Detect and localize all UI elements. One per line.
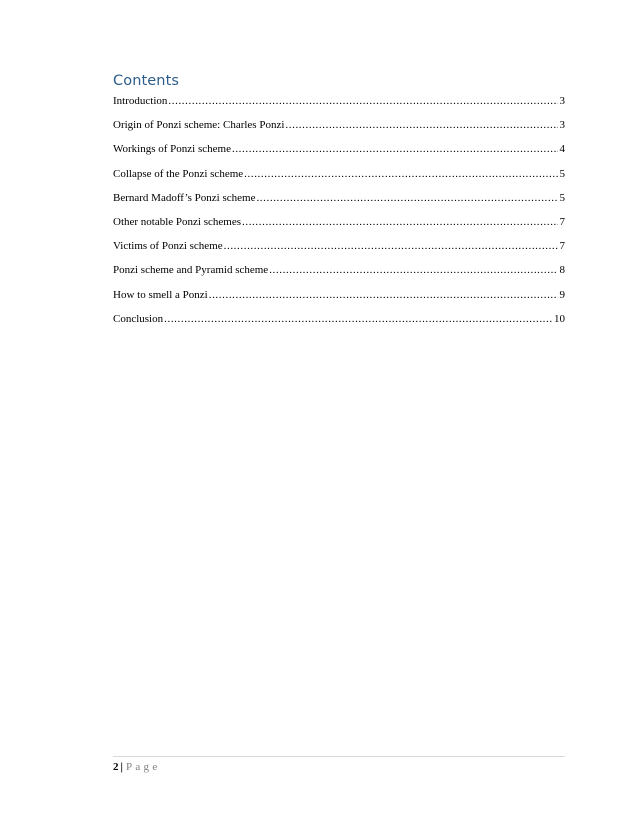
toc-entry-introduction[interactable] xyxy=(113,93,565,117)
toc-entry-title[interactable]: Collapse of the Ponzi scheme xyxy=(113,167,244,180)
toc-dot-leader xyxy=(209,287,558,303)
toc-dot-leader xyxy=(164,311,552,327)
toc-dot-leader xyxy=(244,166,557,182)
toc-entry-page: 3 xyxy=(559,95,565,107)
toc-entry-title[interactable]: Introduction xyxy=(113,95,168,107)
toc-dot-leader xyxy=(269,262,557,278)
toc-entry-page: 5 xyxy=(559,167,565,180)
footer-separator: | xyxy=(120,761,123,773)
toc-entry-collapse[interactable] xyxy=(113,166,565,190)
toc-entry-page: 5 xyxy=(559,191,565,204)
toc-entry-page: 3 xyxy=(559,119,565,132)
footer-divider xyxy=(113,756,565,757)
toc-heading: Contents xyxy=(113,73,180,89)
toc-entry-title[interactable]: How to smell a Ponzi xyxy=(113,288,208,301)
toc-entry-conclusion[interactable] xyxy=(113,311,565,335)
toc-entry-pyramid[interactable] xyxy=(113,262,565,286)
footer-page-number: 2 xyxy=(113,761,119,773)
toc-entry-origin[interactable] xyxy=(113,117,565,141)
toc-entry-page: 4 xyxy=(559,143,565,156)
toc-entry-smell[interactable] xyxy=(113,287,565,311)
toc-entry-page: 9 xyxy=(559,288,565,301)
toc-entry-page: 7 xyxy=(559,240,565,253)
page-footer xyxy=(113,761,161,773)
table-of-contents xyxy=(113,93,565,335)
toc-entry-title[interactable]: Origin of Ponzi scheme: Charles Ponzi xyxy=(113,119,285,132)
toc-entry-title[interactable]: Ponzi scheme and Pyramid scheme xyxy=(113,264,269,277)
footer-page-label: Page xyxy=(125,761,161,773)
toc-entry-title[interactable]: Bernard Madoff’s Ponzi scheme xyxy=(113,191,256,204)
toc-entry-title[interactable]: Other notable Ponzi schemes xyxy=(113,215,241,228)
toc-entry-workings[interactable] xyxy=(113,141,565,165)
toc-dot-leader xyxy=(232,141,558,157)
toc-entry-victims[interactable] xyxy=(113,238,565,262)
toc-entry-page: 8 xyxy=(559,264,565,277)
toc-entry-page: 7 xyxy=(559,215,565,228)
toc-dot-leader xyxy=(285,117,557,133)
toc-entry-title[interactable]: Conclusion xyxy=(113,312,164,325)
toc-dot-leader xyxy=(256,190,557,206)
toc-entry-title[interactable]: Workings of Ponzi scheme xyxy=(113,143,231,156)
toc-dot-leader xyxy=(242,214,558,230)
toc-entry-other-schemes[interactable] xyxy=(113,214,565,238)
toc-dot-leader xyxy=(168,93,557,109)
toc-entry-title[interactable]: Victims of Ponzi scheme xyxy=(113,240,223,253)
toc-entry-page: 10 xyxy=(554,312,565,325)
toc-dot-leader xyxy=(224,238,558,254)
toc-entry-madoff[interactable] xyxy=(113,190,565,214)
